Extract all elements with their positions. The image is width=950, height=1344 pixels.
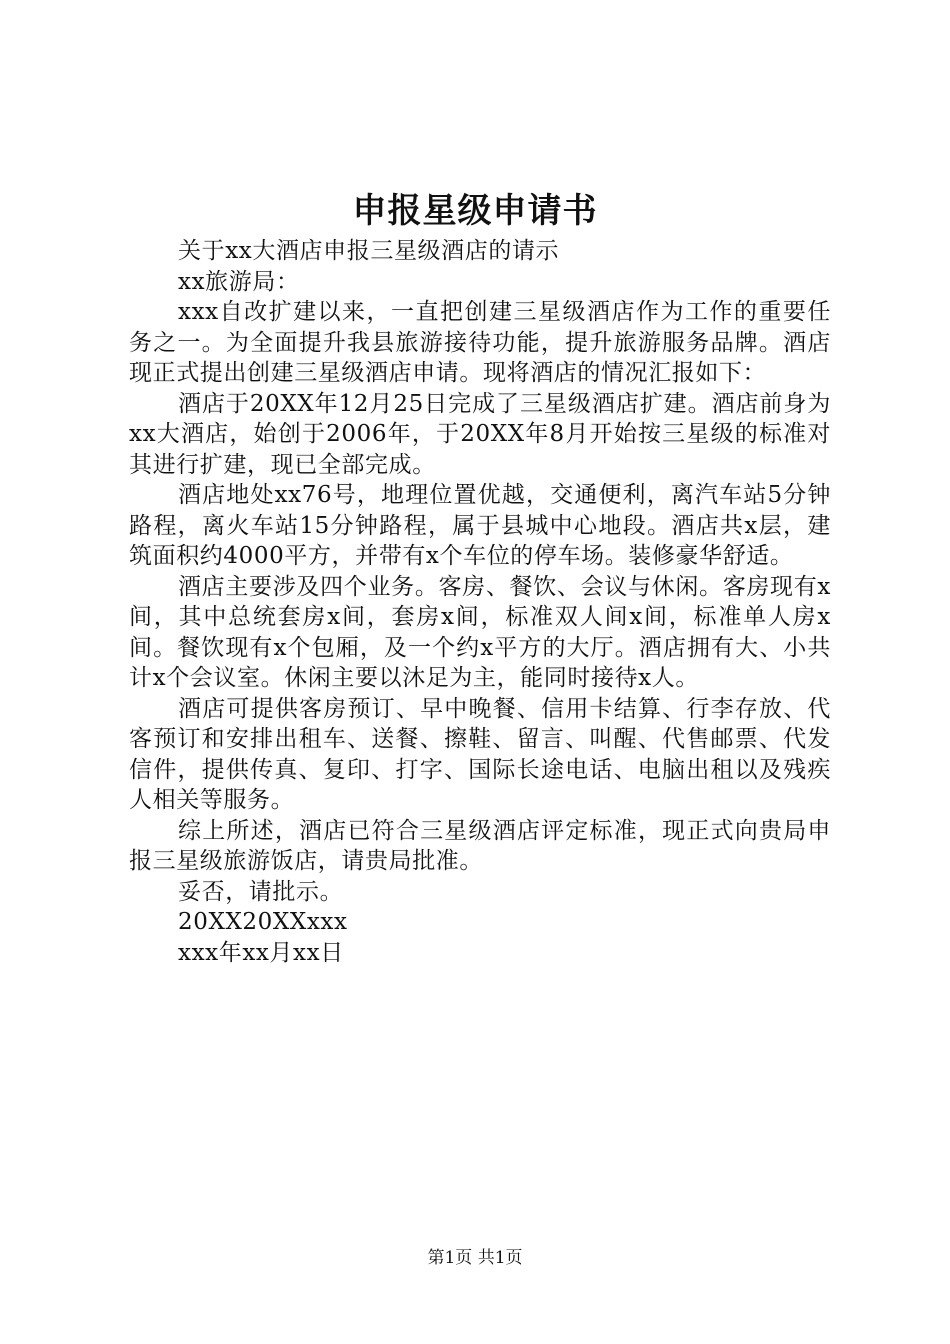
body-paragraph: 酒店可提供客房预订、早中晚餐、信用卡结算、行李存放、代客预订和安排出租车、送餐、擦鞋、留言、叫醒、代售邮票、代发信件，提供传真、复印、打字、国际长途电话、电脑出租以及残疾人相关等服务。 — [129, 695, 831, 813]
date-line: xxx年xx月xx日 — [178, 939, 344, 966]
body-paragraph: 酒店主要涉及四个业务。客房、餐饮、会议与休闲。客房现有x间，其中总统套房x间，套房x间，标准双人间x间，标准单人房x间。餐饮现有x个包厢，及一个约x平方的大厅。酒店拥有大、小共计x个会议室。休闲主要以沐足为主，能同时接待x人。 — [129, 573, 831, 691]
body-paragraph: 酒店于20XX年12月25日完成了三星级酒店扩建。酒店前身为xx大酒店，始创于2006年，于20XX年8月开始按三星级的标准对其进行扩建，现已全部完成。 — [129, 390, 831, 478]
closing-line: 妥否，请批示。 — [178, 878, 344, 905]
body-paragraph: 综上所述，酒店已符合三星级酒店评定标准，现正式向贵局申报三星级旅游饭店，请贵局批准。 — [129, 817, 831, 874]
document-title: 申报星级申请书 — [352, 191, 598, 231]
signature-line: 20XX20XXxxx — [178, 909, 348, 935]
body-paragraph: xxx自改扩建以来，一直把创建三星级酒店作为工作的重要任务之一。为全面提升我县旅游接待功能，提升旅游服务品牌。酒店现正式提出创建三星级酒店申请。现将酒店的情况汇报如下： — [129, 299, 831, 386]
document-body — [129, 236, 831, 968]
body-paragraph: 酒店地处xx76号，地理位置优越，交通便利，离汽车站5分钟路程，离火车站15分钟路程，属于县城中心地段。酒店共x层，建筑面积约4000平方，并带有x个车位的停车场。装修豪华舒适。 — [129, 482, 831, 569]
salutation: xx旅游局： — [178, 268, 300, 295]
page-number: 第1页 共1页 — [427, 1248, 523, 1268]
subject-line: 关于xx大酒店申报三星级酒店的请示 — [178, 238, 560, 264]
